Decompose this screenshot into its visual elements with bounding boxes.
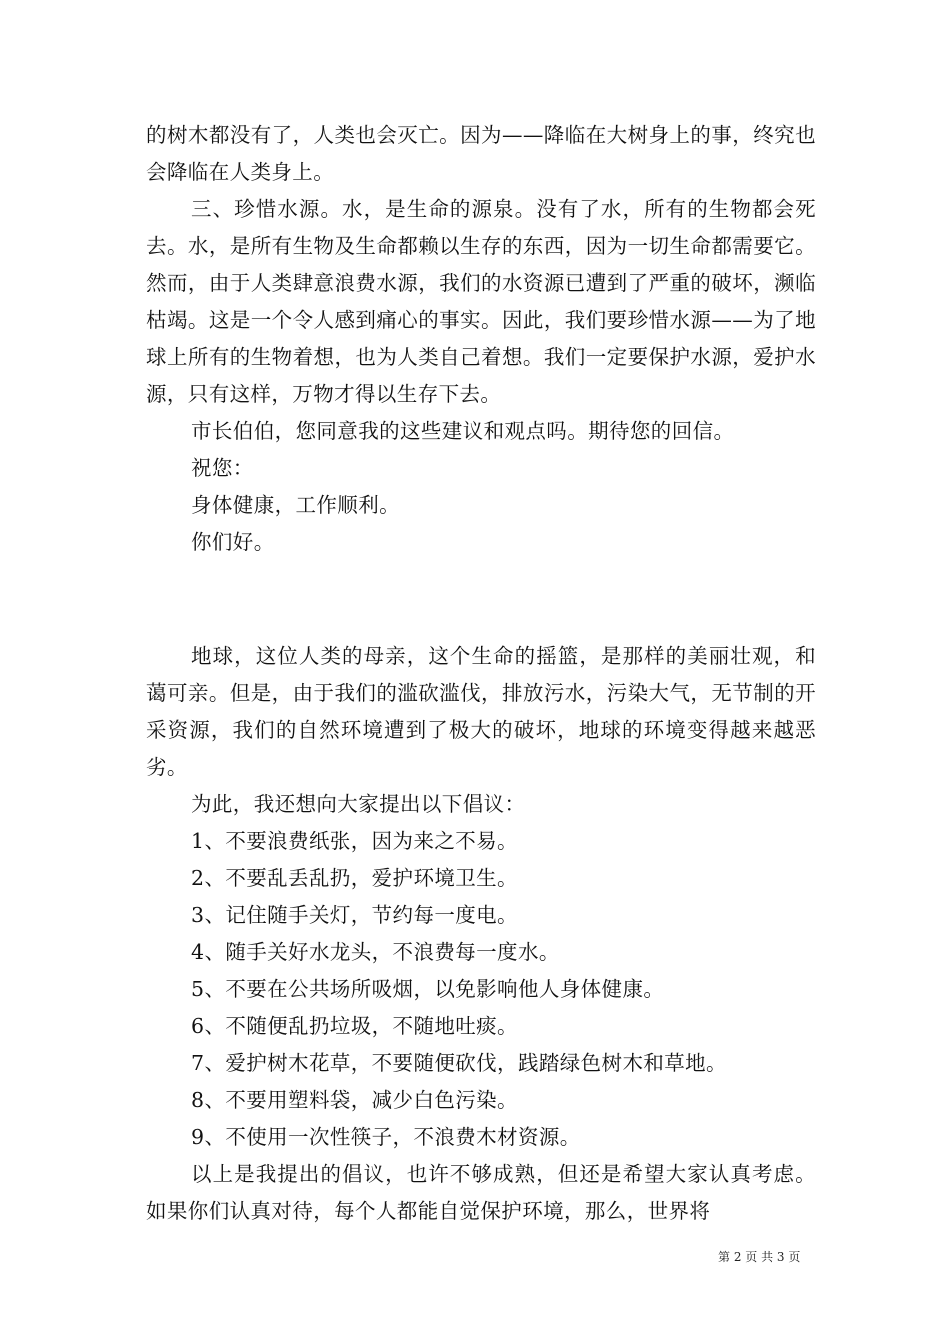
paragraph: 以上是我提出的倡议，也许不够成熟，但还是希望大家认真考虑。如果你们认真对待，每个人都能自觉保护环境，那么，世界将 [146,1162,816,1223]
paragraph: 祝您： [191,456,254,480]
section-gap [146,561,816,638]
list-item: 8、不要用塑料袋，减少白色污染。 [191,1088,518,1112]
paragraph: 市长伯伯，您同意我的这些建议和观点吗。期待您的回信。 [191,419,735,443]
list-item: 2、不要乱丢乱扔，爱护环境卫生。 [191,866,518,890]
paragraph: 你们好。 [191,530,275,554]
paragraph: 为此，我还想向大家提出以下倡议： [191,792,526,816]
paragraph: 三、珍惜水源。水，是生命的源泉。没有了水，所有的生物都会死去。水，是所有生物及生命都赖以生存的东西，因为一切生命都需要它。然而，由于人类肆意浪费水源，我们的水资源已遭到了严重的破坏，濒临枯竭。这是一个令人感到痛心的事实。因此，我们要珍惜水源——为了地球上所有的生物着想，也为人类自己着想。我们一定要保护水源，爱护水源，只有这样，万物才得以生存下去。 [146,197,816,406]
list-item: 7、爱护树木花草，不要随便砍伐，践踏绿色树木和草地。 [191,1051,727,1075]
document-body [146,117,816,1230]
paragraph: 的树木都没有了，人类也会灭亡。因为——降临在大树身上的事，终究也会降临在人类身上。 [146,123,816,184]
paragraph: 身体健康，工作顺利。 [191,493,400,517]
list-item: 5、不要在公共场所吸烟，以免影响他人身体健康。 [191,977,665,1001]
list-item: 6、不随便乱扔垃圾，不随地吐痰。 [191,1014,518,1038]
page-number: 第 2 页 共 3 页 [718,1250,801,1264]
list-item: 1、不要浪费纸张，因为来之不易。 [191,829,518,853]
paragraph: 地球，这位人类的母亲，这个生命的摇篮，是那样的美丽壮观，和蔼可亲。但是，由于我们的滥砍滥伐，排放污水，污染大气，无节制的开采资源，我们的自然环境遭到了极大的破坏，地球的环境变得越来越恶劣。 [146,644,816,779]
list-item: 9、不使用一次性筷子，不浪费木材资源。 [191,1125,581,1149]
list-item: 3、记住随手关灯，节约每一度电。 [191,903,518,927]
list-item: 4、随手关好水龙头，不浪费每一度水。 [191,940,560,964]
proposal-section [146,638,816,1230]
letter-ending-section [146,117,816,561]
